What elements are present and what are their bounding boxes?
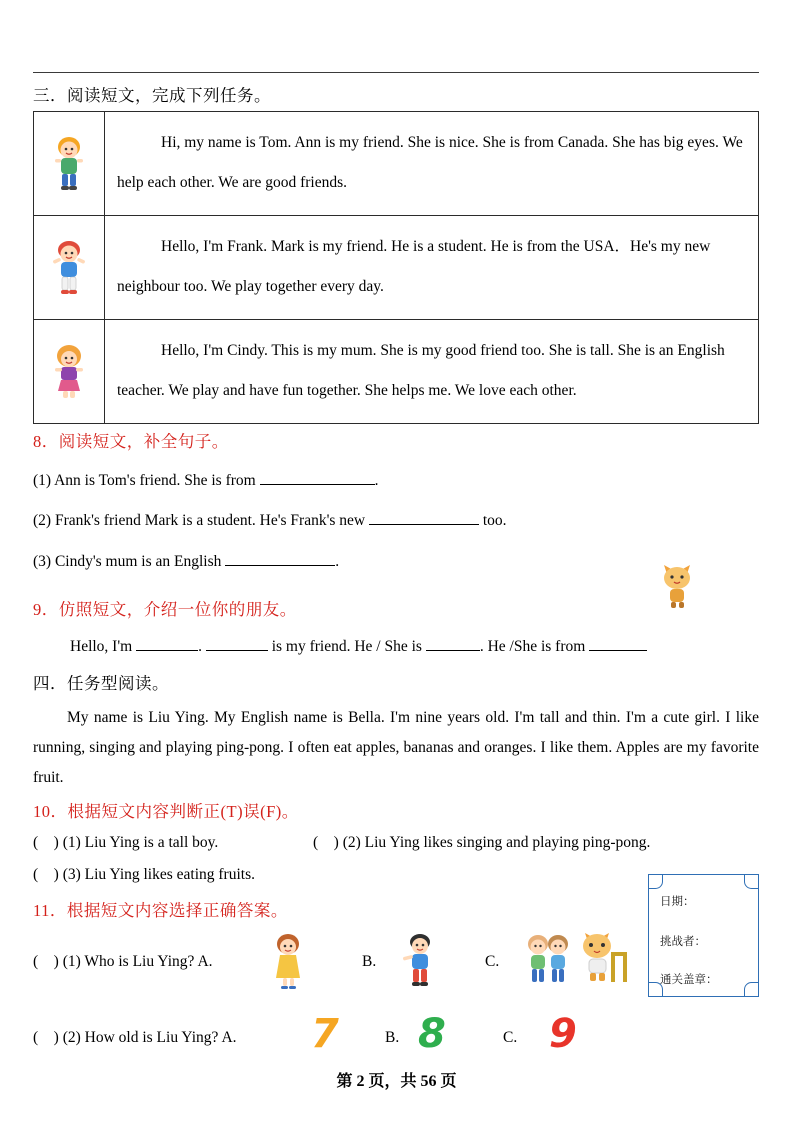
q11-item-2-option-c[interactable]: C.: [503, 1029, 518, 1046]
answer-blank[interactable]: [260, 471, 375, 485]
q8-heading: 8．阅读短文，补全句子。: [33, 432, 229, 451]
q8-item-2-prefix: (2) Frank's friend Mark is a student. He's Frank's new: [33, 512, 366, 529]
q10-item-3: [33, 866, 255, 884]
top-divider: [33, 72, 759, 73]
q11-item-2-option-a[interactable]: A.: [221, 1029, 237, 1046]
table-row: [34, 216, 758, 320]
answer-paren[interactable]: ( ): [33, 953, 59, 970]
q8-item-1-suffix: .: [374, 472, 379, 489]
cat-with-chair-icon: [570, 930, 630, 997]
q11-item-1: [33, 953, 213, 971]
section-three-heading: 三．阅读短文，完成下列任务。: [33, 86, 271, 105]
q9-part-1: Hello, I'm: [70, 638, 133, 655]
number-eight-glyph: 8: [418, 1011, 446, 1057]
q10-item-2-text: (2) Liu Ying likes singing and playing ping-pong.: [342, 834, 651, 851]
q11-item-1-option-b[interactable]: B.: [362, 953, 377, 970]
q11-heading: 11．根据短文内容选择正确答案。: [33, 901, 288, 920]
boy-orange-hair-icon: [34, 112, 105, 215]
challenger-label: 挑战者：: [660, 936, 706, 948]
q9-heading: 9．仿照短文，介绍一位你的朋友。: [33, 600, 297, 619]
girl-yellow-dress-icon: [266, 930, 310, 997]
q8-item-1-prefix: (1) Ann is Tom's friend. She is from: [33, 472, 256, 489]
passage-text: Hi, my name is Tom. Ann is my friend. She is nice. She is from Canada. She has big eyes. We help each other. We are good friends.: [117, 134, 743, 191]
card-corner-top-right: [744, 874, 759, 889]
answer-blank[interactable]: [225, 552, 335, 566]
q9-sentence: [70, 637, 647, 656]
q9-part-3: is my friend. He / She is: [271, 638, 422, 655]
q8-item-2: [33, 511, 507, 530]
q9-part-2: .: [198, 638, 202, 655]
answer-blank[interactable]: [369, 511, 479, 525]
answer-blank[interactable]: [589, 637, 647, 651]
number-nine-glyph: 9: [549, 1011, 577, 1057]
q10-heading: 10．根据短文内容判断正(T)误(F)。: [33, 802, 299, 821]
reading-passages-table: [33, 111, 759, 424]
q10-item-1: [33, 834, 218, 852]
answer-blank[interactable]: [206, 637, 268, 651]
q10-item-3-text: (3) Liu Ying likes eating fruits.: [62, 866, 255, 883]
answer-paren[interactable]: ( ): [33, 1029, 59, 1046]
q11-item-1-option-a[interactable]: A.: [197, 953, 213, 970]
seal-label: 通关盖章：: [660, 974, 718, 986]
q8-item-3-suffix: .: [335, 553, 340, 570]
number-seven-glyph: 7: [311, 1011, 339, 1057]
table-row: [34, 320, 758, 423]
answer-blank[interactable]: [426, 637, 480, 651]
date-label: 日期：: [660, 896, 695, 908]
q10-item-1-text: (1) Liu Ying is a tall boy.: [62, 834, 219, 851]
passage-text: Hello, I'm Frank. Mark is my friend. He is a student. He is from the USA．He's my new neighbour too. We play together every day.: [117, 238, 711, 295]
table-row: [34, 112, 758, 216]
answer-paren[interactable]: ( ): [313, 834, 339, 851]
boy-blue-shirt-icon: [398, 930, 442, 997]
task-passage: My name is Liu Ying. My English name is Bella. I'm nine years old. I'm tall and thin. I'm a cute girl. I like running, singing and playing ping-pong. I often eat apples, bananas and oranges. I like them. Apples are my favorite fruit.: [33, 709, 759, 786]
q11-item-1-stem: (1) Who is Liu Ying?: [62, 953, 195, 970]
boy-red-hair-icon: [34, 216, 105, 319]
card-corner-bottom-right: [744, 982, 759, 997]
q11-item-1-option-c[interactable]: C.: [485, 953, 500, 970]
q8-item-1: [33, 471, 378, 490]
answer-paren[interactable]: ( ): [33, 866, 59, 883]
answer-paren[interactable]: ( ): [33, 834, 59, 851]
section-four-heading: 四．任务型阅读。: [33, 674, 169, 693]
passage-text: Hello, I'm Cindy. This is my mum. She is my good friend too. She is tall. She is an English teacher. We play and have fun together. She helps me. We love each other.: [117, 342, 725, 399]
girl-orange-hair-icon: [34, 320, 105, 423]
q9-part-4: . He /She is from: [479, 638, 586, 655]
q8-item-2-suffix: too.: [482, 512, 507, 529]
answer-blank[interactable]: [136, 637, 198, 651]
page-footer: 第 2 页，共 56 页: [336, 1073, 457, 1090]
q11-item-2: [33, 1029, 237, 1047]
q8-item-3: [33, 552, 339, 571]
cat-mascot-icon: [655, 562, 701, 615]
challenge-stamp-card: [648, 874, 759, 997]
q11-item-2-option-b[interactable]: B.: [385, 1029, 400, 1046]
q11-item-2-stem: (2) How old is Liu Ying?: [62, 1029, 219, 1046]
card-corner-top-left: [648, 874, 663, 889]
q8-item-3-prefix: (3) Cindy's mum is an English: [33, 553, 222, 570]
two-girls-icon: [522, 930, 574, 997]
q10-item-2: [313, 834, 650, 852]
